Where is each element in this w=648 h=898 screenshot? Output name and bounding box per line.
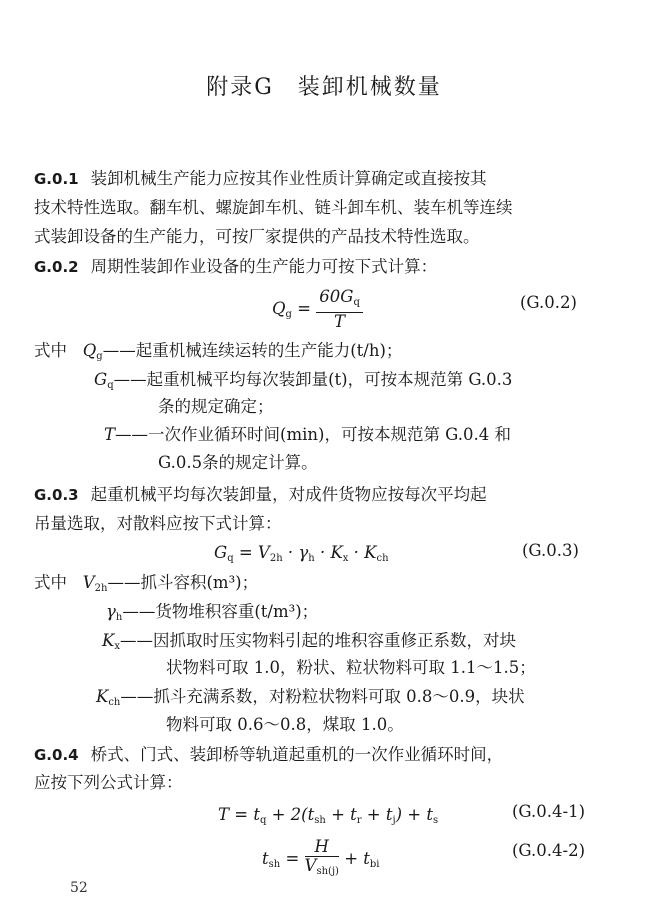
clause-g04-line2: 应按下列公式计算：	[34, 773, 183, 792]
clause-g04-line1: G.0.4 桥式、门式、装卸桥等轨道起重机的一次作业循环时间，	[34, 745, 504, 764]
clause-g01-line3: 式装卸设备的生产能力，可按厂家提供的产品技术特性选取。	[34, 227, 480, 246]
clause-number: G.0.3	[34, 486, 79, 504]
formula-g03: $G_q = V_{2h} \cdot \gamma_h \cdot K_x \cdot K_{ch}$	[214, 543, 389, 564]
equation-number: (G.0.2)	[520, 293, 577, 312]
clause-g03-line2: 吊量选取，对散料应按下式计算：	[34, 514, 282, 533]
def-t: T——一次作业循环时间(min)，可按本规范第 G.0.4 和	[104, 425, 512, 444]
def-kch: $K_{ch}——$抓斗充满系数，对粉粒状物料可取 0.8～0.9，块状	[96, 687, 525, 708]
def-t-cont: G.0.5条的规定计算。	[158, 453, 318, 472]
equation-number: (G.0.3)	[522, 541, 579, 560]
def-kx-cont: 状物料可取 1.0，粉状、粒状物料可取 1.1～1.5；	[166, 658, 536, 677]
equation-number: (G.0.4-2)	[512, 841, 586, 860]
def-gq: $G_q——$起重机械平均每次装卸量(t)，可按本规范第 G.0.3	[94, 370, 513, 391]
def-gammah: $\gamma_h——$货物堆积容重(t/m³)；	[106, 602, 319, 623]
clause-g03-line1: G.0.3 起重机械平均每次装卸量，对成件货物应按每次平均起	[34, 485, 487, 504]
formula-g04-1: $T = t_q + 2(t_{sh} + t_r + t_j) + t_s$	[218, 805, 439, 826]
formula-g04-2: $t_{sh}$ = $\frac{H}{V_{sh(j)}}$ + $t_{bi}$	[262, 837, 380, 877]
def-kx: $K_x——$因抓取时压实物料引起的堆积容重修正系数，对块	[102, 631, 516, 652]
clause-number: G.0.1	[34, 170, 79, 188]
page-number: 52	[70, 880, 88, 896]
equation-number: (G.0.4-1)	[512, 802, 586, 821]
def-qg: 式中 $Q_g——$起重机械连续运转的生产能力(t/h)；	[34, 341, 403, 362]
clause-g01-line1: G.0.1 装卸机械生产能力应按其作业性质计算确定或直接按其	[34, 169, 487, 188]
def-gq-cont: 条的规定确定；	[158, 397, 274, 416]
def-kch-cont: 物料可取 0.6～0.8，煤取 1.0。	[166, 715, 404, 734]
formula-g02: $Q_g$ = $\frac{60G_q}{T}$	[272, 288, 363, 331]
clause-g01-line2: 技术特性选取。翻车机、螺旋卸车机、链斗卸车机、装车机等连续	[34, 198, 513, 217]
clause-number: G.0.4	[34, 746, 79, 764]
appendix-title: 附录G 装卸机械数量	[206, 75, 442, 100]
clause-g02-line1: G.0.2 周期性装卸作业设备的生产能力可按下式计算：	[34, 257, 438, 276]
def-v2h: 式中 $V_{2h}——$抓斗容积(m³)；	[34, 573, 259, 594]
clause-number: G.0.2	[34, 258, 79, 276]
